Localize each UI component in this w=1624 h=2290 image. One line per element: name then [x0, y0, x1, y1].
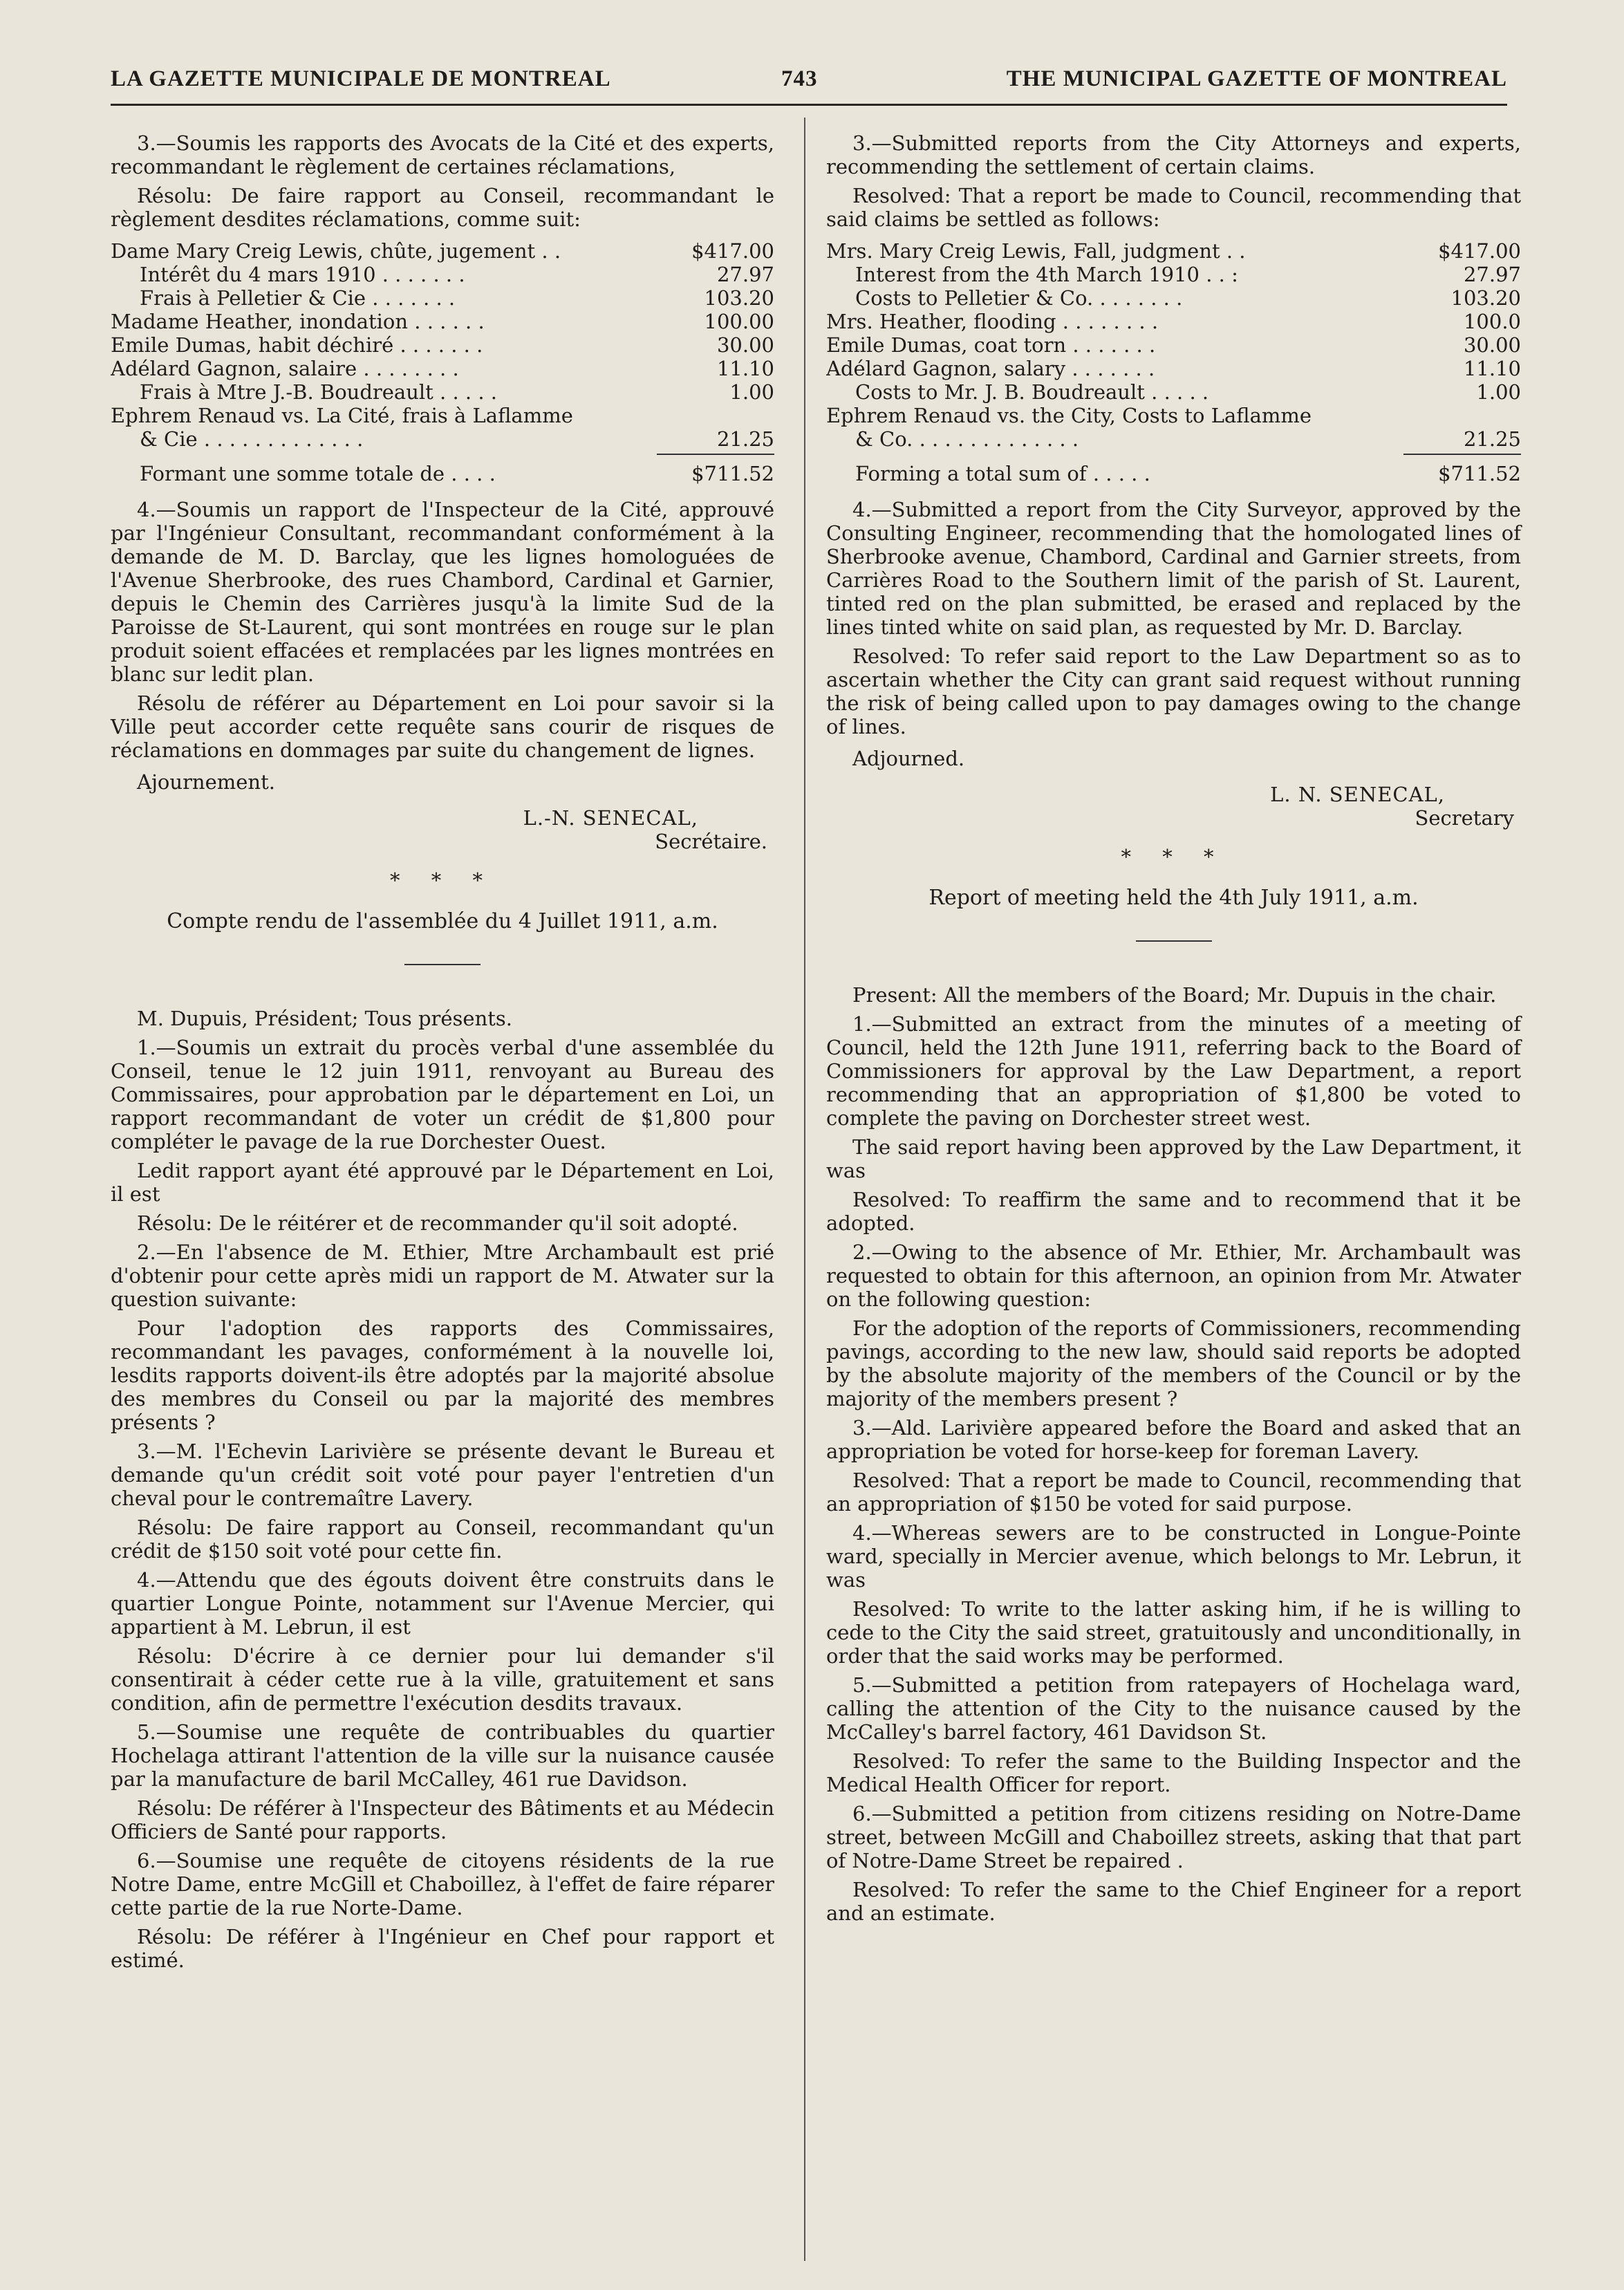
fr-body-11: Résolu: De référer à l'Inspecteur des Bâtiments et au Médecin Officiers de Santé pour rapports.	[111, 1796, 774, 1843]
ledger-row: Mrs. Mary Creig Lewis, Fall, judgment . . $417.00	[826, 239, 1521, 263]
fr-body-4: 2.—En l'absence de M. Ethier, Mtre Archambault est prié d'obtenir pour cette après midi un rapport de M. Atwater sur la question suivante:	[111, 1240, 774, 1311]
en-body-10: 5.—Submitted a petition from ratepayers of Hochelaga ward, calling the attention of the City to the nuisance caused by the McCalley's barrel factory, 461 Davidson St.	[826, 1673, 1521, 1744]
header-french-title: LA GAZETTE MUNICIPALE DE MONTREAL	[111, 66, 611, 91]
en-body-1: 1.—Submitted an extract from the minutes of a meeting of Council, held the 12th June 1911, referring back to the Board of Commissioners for approval by the Law Department, a report recommending that an appropriation of $1,800 be voted to complete the paving on Dorchester street west.	[826, 1012, 1521, 1130]
en-body-7: Resolved: That a report be made to Council, recommending that an appropriation of $150 be voted for said purpose.	[826, 1469, 1521, 1516]
fr-body-8: 4.—Attendu que des égouts doivent être construits dans le quartier Longue Pointe, notamment sur l'Avenue Mercier, qui appartient à M. Lebrun, il est	[111, 1568, 774, 1639]
en-body-3: Resolved: To reaffirm the same and to recommend that it be adopted.	[826, 1188, 1521, 1235]
fr-body-1: 1.—Soumis un extrait du procès verbal d'une assemblée du Conseil, tenue le 12 juin 1911, renvoyant au Bureau des Commissaires, pour approbation par le département en Loi, un rapport recommandant de voter un crédit de $1,800 pour compléter le pavage de la rue Dorchester Ouest.	[111, 1036, 774, 1153]
ledger-row: Interest from the 4th March 1910 . . : 27.97	[855, 263, 1521, 286]
en-section-stars: * * *	[1121, 845, 1226, 868]
fr-body-7: Résolu: De faire rapport au Conseil, recommandant qu'un crédit de $150 soit voté pour cette fin.	[111, 1516, 774, 1563]
ledger-row: Frais à Pelletier & Cie . . . . . . . 103.20	[140, 286, 774, 310]
ledger-row: Emile Dumas, habit déchiré . . . . . . . 30.00	[111, 333, 774, 357]
fr-body-5: Pour l'adoption des rapports des Commissaires, recommandant les pavages, conformément à la nouvelle loi, lesdits rapports doivent-ils être adoptés par la majorité absolue des membres du Conseil ou par la majorité des membres présents ?	[111, 1316, 774, 1434]
en-short-rule	[1136, 940, 1212, 942]
page-number: 743	[781, 66, 818, 91]
en-item3: 3.—Submitted reports from the City Attorneys and experts, recommending the settlement of certain claims.	[826, 131, 1521, 178]
ledger-row: Ephrem Renaud vs. the City, Costs to Laflamme	[826, 404, 1312, 427]
en-body-2: The said report having been approved by the Law Department, it was	[826, 1135, 1521, 1182]
fr-signature-name: L.-N. SENECAL,	[523, 806, 698, 830]
fr-body-10: 5.—Soumise une requête de contribuables du quartier Hochelaga attirant l'attention de la ville sur la nuisance causée par la manufacture de baril McCalley, 461 rue Davidson.	[111, 1720, 774, 1791]
ledger-row: Frais à Mtre J.-B. Boudreault . . . . . 1.00	[140, 380, 774, 404]
header-rule	[111, 104, 1507, 106]
ledger-row: Costs to Mr. J. B. Boudreault . . . . . 1.00	[855, 380, 1521, 404]
page-header	[111, 66, 1507, 101]
fr-item3: 3.—Soumis les rapports des Avocats de la Cité et des experts, recommandant le règlement de certaines réclamations,	[111, 131, 774, 178]
column-divider	[804, 118, 805, 2261]
ledger-row: Adélard Gagnon, salaire . . . . . . . . 11.10	[111, 357, 774, 380]
en-claims-ledger	[826, 239, 1521, 455]
fr-item4-resolved: Résolu de référer au Département en Loi pour savoir si la Ville peut accorder cette requête sans courir de risques de réclamations en dommages par suite du changement de lignes.	[111, 691, 774, 762]
fr-body-6: 3.—M. l'Echevin Larivière se présente devant le Bureau et demande qu'un crédit soit voté pour payer l'entretien d'un cheval pour le contremaître Lavery.	[111, 1440, 774, 1510]
en-body-8: 4.—Whereas sewers are to be constructed in Longue-Pointe ward, specially in Mercier avenue, which belongs to Mr. Lebrun, it was	[826, 1521, 1521, 1592]
ledger-row: Madame Heather, inondation . . . . . . 100.00	[111, 310, 774, 333]
en-body-12: 6.—Submitted a petition from citizens residing on Notre-Dame street, between McGill and Chaboillez streets, asking that that part of Notre-Dame Street be repaired .	[826, 1802, 1521, 1872]
fr-body-2: Ledit rapport ayant été approuvé par le Département en Loi, il est	[111, 1159, 774, 1206]
fr-short-rule	[404, 964, 480, 965]
en-total-row: Forming a total sum of . . . . . $711.52	[855, 462, 1521, 485]
en-adjourned: Adjourned.	[852, 747, 965, 770]
en-item4-resolved: Resolved: To refer said report to the Law Department so as to ascertain whether the City can grant said request without running the risk of being called upon to pay damages owing to the change of lines.	[826, 644, 1521, 738]
en-signature-name: L. N. SENECAL,	[1270, 783, 1445, 806]
en-item3-resolved: Resolved: That a report be made to Council, recommending that said claims be settled as follows:	[826, 184, 1521, 231]
sum-rule	[657, 454, 774, 455]
en-body-13: Resolved: To refer the same to the Chief Engineer for a report and an estimate.	[826, 1878, 1521, 1925]
french-column	[111, 131, 774, 1977]
en-body-9: Resolved: To write to the latter asking him, if he is willing to cede to the City the said street, gratuitously and unconditionally, in order that the said works may be performed.	[826, 1597, 1521, 1668]
en-body-5: For the adoption of the reports of Commissioners, recommending pavings, according to the new law, should said reports be adopted by the absolute majority of the members of the Council or by the majority of the members present ?	[826, 1316, 1521, 1411]
english-column	[826, 131, 1521, 1930]
ledger-row: & Cie . . . . . . . . . . . . . 21.25	[140, 427, 774, 451]
fr-signature-title: Secrétaire.	[655, 830, 767, 853]
ledger-row: Intérêt du 4 mars 1910 . . . . . . . 27.97	[140, 263, 774, 286]
en-report-title: Report of meeting held the 4th July 1911, a.m.	[928, 886, 1419, 910]
sum-rule	[1403, 454, 1521, 455]
en-body-4: 2.—Owing to the absence of Mr. Ethier, Mr. Archambault was requested to obtain for this afternoon, an opinion from Mr. Atwater on the following question:	[826, 1240, 1521, 1311]
fr-body-12: 6.—Soumise une requête de citoyens résidents de la rue Notre Dame, entre McGill et Chaboillez, à l'effet de faire réparer cette partie de la rue Norte-Dame.	[111, 1849, 774, 1919]
en-body-11: Resolved: To refer the same to the Building Inspector and the Medical Health Officer for report.	[826, 1749, 1521, 1796]
en-signature-title: Secretary	[1415, 806, 1514, 830]
fr-adjourned: Ajournement.	[137, 770, 275, 794]
fr-body-13: Résolu: De référer à l'Ingénieur en Chef pour rapport et estimé.	[111, 1925, 774, 1972]
fr-item4: 4.—Soumis un rapport de l'Inspecteur de la Cité, approuvé par l'Ingénieur Consultant, recommandant conformément à la demande de M. D. Barclay, que les lignes homologuées de l'Avenue Sherbrooke, des rues Chambord, Cardinal et Garnier, depuis le Chemin des Carrières jusqu'à la limite Sud de la Paroisse de St-Laurent, qui sont montrées en rouge sur le plan produit soient effacées et remplacées par les lignes montrées en blanc sur ledit plan.	[111, 498, 774, 686]
en-body-0: Present: All the members of the Board; Mr. Dupuis in the chair.	[852, 983, 1497, 1007]
ledger-row: Mrs. Heather, flooding . . . . . . . . 100.0	[826, 310, 1521, 333]
en-item4: 4.—Submitted a report from the City Surveyor, approved by the Consulting Engineer, recommending that the homologated lines of Sherbrooke avenue, Chambord, Cardinal and Garnier streets, from Carrières Road to the Southern limit of the parish of St. Laurent, tinted red on the plan submitted, be erased and replaced by the lines tinted white on said plan, as requested by Mr. D. Barclay.	[826, 498, 1521, 639]
fr-report-title: Compte rendu de l'assemblée du 4 Juillet 1911, a.m.	[167, 909, 718, 933]
fr-section-stars: * * *	[390, 868, 495, 892]
fr-body-3: Résolu: De le réitérer et de recommander qu'il soit adopté.	[137, 1211, 738, 1235]
fr-body-0: M. Dupuis, Président; Tous présents.	[137, 1007, 513, 1030]
fr-claims-ledger	[111, 239, 774, 455]
fr-item3-resolved: Résolu: De faire rapport au Conseil, recommandant le règlement desdites réclamations, comme suit:	[111, 184, 774, 231]
fr-body-9: Résolu: D'écrire à ce dernier pour lui demander s'il consentirait à céder cette rue à la ville, gratuitement et sans condition, afin de permettre l'exécution desdits travaux.	[111, 1644, 774, 1715]
en-body-6: 3.—Ald. Larivière appeared before the Board and asked that an appropriation be voted for horse-keep for foreman Lavery.	[826, 1416, 1521, 1463]
ledger-row: Emile Dumas, coat torn . . . . . . . 30.00	[826, 333, 1521, 357]
ledger-row: Costs to Pelletier & Co. . . . . . . . 103.20	[855, 286, 1521, 310]
ledger-row: & Co. . . . . . . . . . . . . . 21.25	[855, 427, 1521, 451]
fr-total-row: Formant une somme totale de . . . . $711.52	[140, 462, 774, 485]
ledger-row: Ephrem Renaud vs. La Cité, frais à Laflamme	[111, 404, 573, 427]
ledger-row: Dame Mary Creig Lewis, chûte, jugement . . $417.00	[111, 239, 774, 263]
ledger-row: Adélard Gagnon, salary . . . . . . . 11.10	[826, 357, 1521, 380]
header-english-title: THE MUNICIPAL GAZETTE OF MONTREAL	[1006, 66, 1507, 91]
